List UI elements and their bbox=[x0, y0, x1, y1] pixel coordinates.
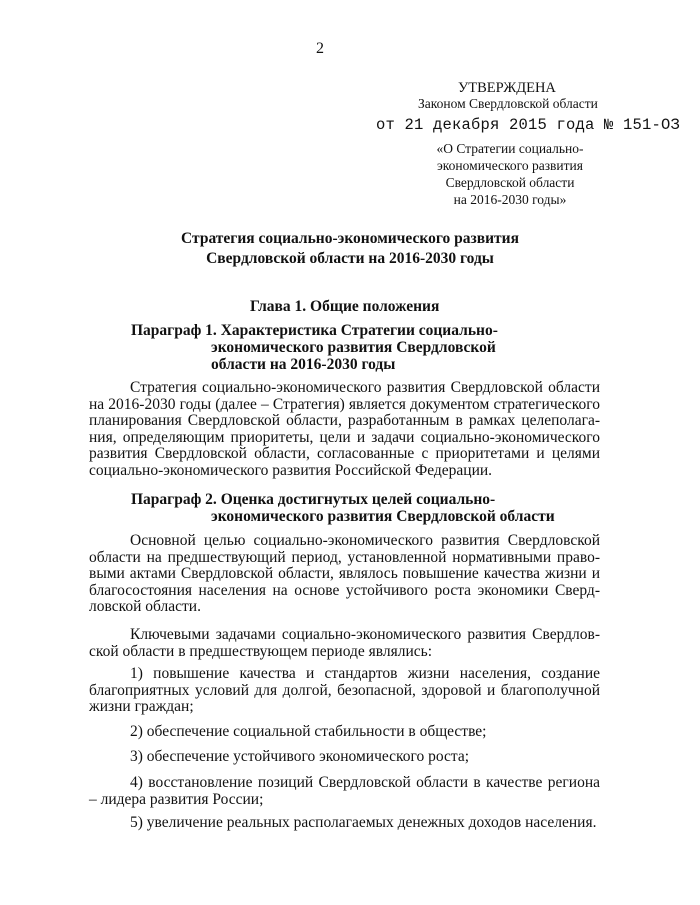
approval-by: Законом Свердловской области bbox=[418, 96, 598, 111]
approval-status: УТВЕРЖДЕНА bbox=[458, 80, 556, 96]
paragraph2-text-2: Ключевыми задачами социально-экономического развития Свердловской области в предшествующем периоде являлись: bbox=[89, 626, 600, 660]
law-title-line: экономического развития bbox=[437, 158, 583, 173]
law-title-line: «О Стратегии социально- bbox=[436, 141, 584, 156]
chapter-heading: Глава 1. Общие положения bbox=[250, 298, 440, 315]
paragraph2-heading bbox=[131, 491, 495, 508]
paragraph1-text: Стратегия социально-экономического развития Свердловской области на 2016-2030 годы (далее – Стратегия) является документом стратегического планирования Свердловской области, разработанным в рамках целеполагания, определяющим приоритеты, цели и задачи социально-экономического развития Свердловской области, согласованные с приоритетами и целями социально-экономического развития Российской Федерации. bbox=[89, 379, 600, 479]
list-item: 5) увеличение реальных располагаемых денежных доходов населения. bbox=[130, 814, 597, 831]
paragraph1-title-line: Характеристика Стратегии социально- bbox=[220, 322, 498, 339]
list-item: 3) обеспечение устойчивого экономического роста; bbox=[130, 748, 470, 765]
list-item: 4) восстановление позиций Свердловской области в качестве региона – лидера развития России; bbox=[89, 774, 600, 808]
paragraph2-text-1: Основной целью социально-экономического развития Свердловской области на предшествующий период, установленной нормативными правовыми актами Свердловской области, являлось повышение качества жизни и благосостояния населения на основе устойчивого роста экономики Свердловской области. bbox=[89, 532, 600, 615]
law-number-stamp: от 21 декабря 2015 года № 151-ОЗ bbox=[376, 116, 681, 134]
paragraph2-title-line: Оценка достигнутых целей социально- bbox=[220, 491, 496, 508]
list-item: 1) повышение качества и стандартов жизни населения, создание благоприятных условий для долгой, безопасной, здоровой и благополучной жизни граждан; bbox=[89, 665, 600, 715]
list-item: 2) обеспечение социальной стабильности в обществе; bbox=[130, 723, 487, 740]
page-number: 2 bbox=[316, 40, 324, 57]
paragraph1-title-line: области на 2016-2030 годы bbox=[211, 356, 396, 373]
paragraph2-title-line: экономического развития Свердловской области bbox=[211, 508, 555, 525]
law-title-line: на 2016-2030 годы» bbox=[453, 192, 567, 207]
paragraph2-label: Параграф 2. bbox=[131, 491, 217, 508]
paragraph1-title-line: экономического развития Свердловской bbox=[211, 339, 496, 356]
document-title-line: Стратегия социально-экономического развития bbox=[181, 230, 519, 247]
law-title bbox=[420, 140, 600, 208]
paragraph1-label: Параграф 1. bbox=[131, 322, 217, 339]
document-title bbox=[0, 229, 700, 269]
document-title-line: Свердловской области на 2016-2030 годы bbox=[206, 250, 494, 267]
paragraph1-heading bbox=[131, 322, 498, 339]
law-title-line: Свердловской области bbox=[445, 175, 575, 190]
